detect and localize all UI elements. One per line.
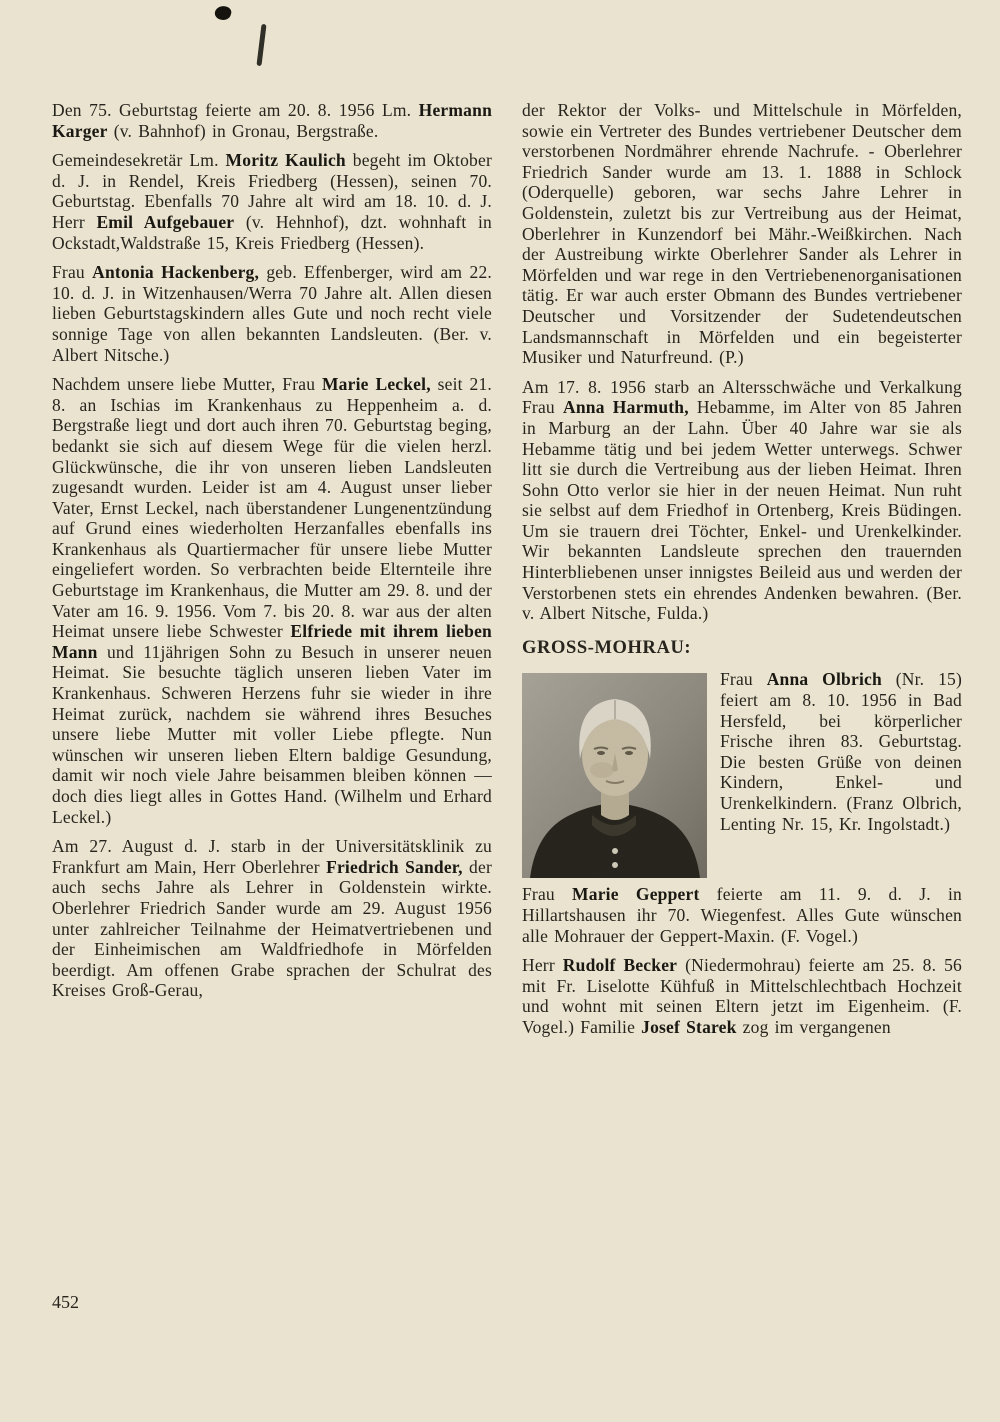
paragraph <box>522 955 962 1037</box>
person-name: Marie Leckel, <box>321 374 431 395</box>
person-name: Marie Geppert <box>572 884 700 905</box>
text-run: zog im vergangenen <box>736 1017 891 1037</box>
text-run: (Nr. 15) feiert am 8. 10. 1956 in Bad Hersfeld, bei körperlicher Frische ihren 83. Geburtstag. Die besten Grüße von deinen Kindern, Enkel- und Urenkelkindern. (Franz Olbrich, Lenting Nr. 15, Kr. Ingolstadt.) <box>720 669 962 834</box>
text-run: Frau <box>522 884 573 905</box>
text-run: Frau <box>720 669 767 690</box>
text-run: geb. Effenberger, wird am 22. 10. d. J. in Witzenhausen/Werra 70 Jahre alt. Allen diesen lieben Geburtstagskindern alles Gute und noch recht viele sonnige Tage von allen bekannten Landsleuten. (Ber. v. Albert Nitsche.) <box>52 262 492 365</box>
paragraph <box>522 669 962 834</box>
person-name: Anna Harmuth, <box>563 397 689 418</box>
text-run: Am 27. August d. J. starb in der Universitätsklinik zu Frankfurt am Main, Herr Oberlehrer <box>52 836 492 877</box>
paragraph <box>522 884 962 946</box>
person-name: Moritz Kaulich <box>225 150 346 171</box>
portrait-elderly-woman-image <box>522 673 707 878</box>
text-run: Herr <box>522 955 563 976</box>
paragraph <box>52 100 492 141</box>
paragraph <box>52 374 492 827</box>
text-run: der Rektor der Volks- und Mittelschule in Mörfelden, sowie ein Vertreter des Bundes vertriebener Deutscher dem verstorbenen Nordmährer ehrende Nachrufe. - Oberlehrer Friedrich Sander wurde am 13. 1. 1888 in Schlock (Oderquelle) geboren, war sechs Jahre Lehrer in Goldenstein, zuletzt bis zur Vertreibung aus der Heimat, Oberlehrer in Kunzendorf bei Mähr.-Weißkirchen. Nach der Austreibung wirkte Oberlehrer Sander als Lehrer in Mörfelden und war rege in den Vertriebenenorganisationen tätig. Er war auch erster Obmann des Bundes vertriebener Deutscher und Vorsitzender der Sudetendeutschen Landsmannschaft in Mörfelden und ein begeisterter Musiker und Naturfreund. (P.) <box>522 100 962 368</box>
text-run: feierte am 11. 9. d. J. in Hillartshausen ihr 70. Wiegenfest. Alles Gute wünschen alle Mohrauer der Geppert-Maxin. (F. Vogel.) <box>522 884 963 946</box>
person-name: Emil Aufgebauer <box>96 211 235 232</box>
person-name: Anna Olbrich <box>766 669 882 690</box>
text-run: (v. Bahnhof) in Gronau, Bergstraße. <box>107 120 379 141</box>
text-run: Frau <box>52 262 93 283</box>
paragraph <box>52 150 492 253</box>
text-run: Den 75. Geburtstag feierte am 20. 8. 1956 Lm. <box>52 100 419 120</box>
text-run: Hebamme, im Alter von 85 Jahren in Marburg an der Lahn. Über 40 Jahre war sie als Hebamme tätig und bei jedem Wetter unterwegs. Schwer litt sie durch die Vertreibung aus der lieben Heimat. Ihren Sohn Otto verlor sie hier in der neuen Heimat. Nun ruht sie selbst auf dem Friedhof in Ortenberg, Kreis Büdingen. Um sie trauern drei Töchter, Enkel- und Urenkelkinder. Wir bekannten Landsleute sprechen den trauernden Hinterbliebenen unser innigstes Beileid aus und werden der Verstorbenen stets ein ehrendes Andenken bewahren. (Ber. v. Albert Nitsche, Fulda.) <box>522 397 962 624</box>
text-run: Gemeindesekretär Lm. <box>52 150 226 171</box>
scan-artifact-blot <box>213 4 232 22</box>
text-columns <box>52 100 962 1047</box>
person-name: Rudolf Becker <box>562 955 678 976</box>
page-number: 452 <box>52 1292 79 1312</box>
paragraph <box>52 262 492 365</box>
left-column <box>52 100 492 1047</box>
text-run: Nachdem unsere liebe Mutter, Frau <box>52 374 322 395</box>
paragraph <box>522 377 962 624</box>
text-run: Am 17. 8. 1956 starb an Altersschwäche und Verkalkung Frau <box>522 376 962 418</box>
text-run: seit 21. 8. an Ischias im Krankenhaus zu Heppenheim a. d. Bergstraße liegt und dort auch ihren 70. Geburtstag beging, bedankt sie sich auf diesem Wege für die vielen herzl. Glückwünsche, die ihr von unseren lieben Landsleuten zugesandt wurden. Leider ist am 4. August unser lieber Vater, Ernst Leckel, nach überstandener Lungenentzündung auf Grund eines wiederholten Herzanfalles ebenfalls ins Krankenhaus als Quartiermacher für unsere liebe Mutter eingeliefert worden. So verbrachten beide Elternteile ihre Geburtstage im Krankenhaus, die Mutter am 29. 8. und der Vater am 16. 9. 1956. Vom 7. bis 20. 8. war aus der alten Heimat unsere liebe Schwester <box>52 374 492 642</box>
paragraph <box>52 836 492 1001</box>
person-name: Friedrich Sander, <box>326 856 463 877</box>
person-name: Elfriede mit ihrem lieben Mann <box>52 621 492 662</box>
section-heading: GROSS-MOHRAU: <box>522 637 692 658</box>
person-name: Antonia Hackenberg, <box>92 262 260 283</box>
scan-artifact-streak <box>256 24 266 66</box>
right-column <box>522 100 962 1047</box>
portrait-photo <box>522 673 707 878</box>
text-run: begeht im Oktober d. J. in Rendel, Kreis Friedberg (Hessen), seinen 70. Geburtstag. Ebenfalls 70 Jahre alt wird am 18. 10. d. J. Herr <box>52 150 492 232</box>
text-run: und 11jährigen Sohn zu Besuch in unserer neuen Heimat. Sie besuchte täglich unseren lieben Vater im Krankenhaus. Schweren Herzens fuhr sie wieder in ihre Heimat zurück, nachdem sie während ihres Besuches unsere liebe Mutter mit voller Liebe pflegte. Nun wünschen wir unseren lieben Eltern baldige Gesundung, damit wir noch viele Jahre beisammen bleiben können — doch dies liegt alles in Gottes Hand. (Wilhelm und Erhard Leckel.) <box>52 641 492 827</box>
text-run: (Niedermohrau) feierte am 25. 8. 56 mit Fr. Liselotte Kühfuß in Mittelschlechtbach Hochzeit und wohnt mit seinen Eltern jetzt im Eigenheim. (F. Vogel.) Familie <box>522 955 963 1037</box>
text-run: der auch sechs Jahre als Lehrer in Goldenstein wirkte. Oberlehrer Friedrich Sander wurde am 29. August 1956 unter zahlreicher Teilnahme der Heimatvertriebenen und der Einheimischen am Waldfriedhofe in Mörfelden beerdigt. Am offenen Grabe sprachen der Schulrat des Kreises Groß-Gerau, <box>52 856 492 1001</box>
person-name: Hermann Karger <box>52 100 492 141</box>
paragraph <box>522 100 962 368</box>
text-run: (v. Hehnhof), dzt. wohnhaft in Ockstadt,Waldstraße 15, Kreis Friedberg (Hessen). <box>52 211 493 253</box>
person-name: Josef Starek <box>641 1017 737 1037</box>
